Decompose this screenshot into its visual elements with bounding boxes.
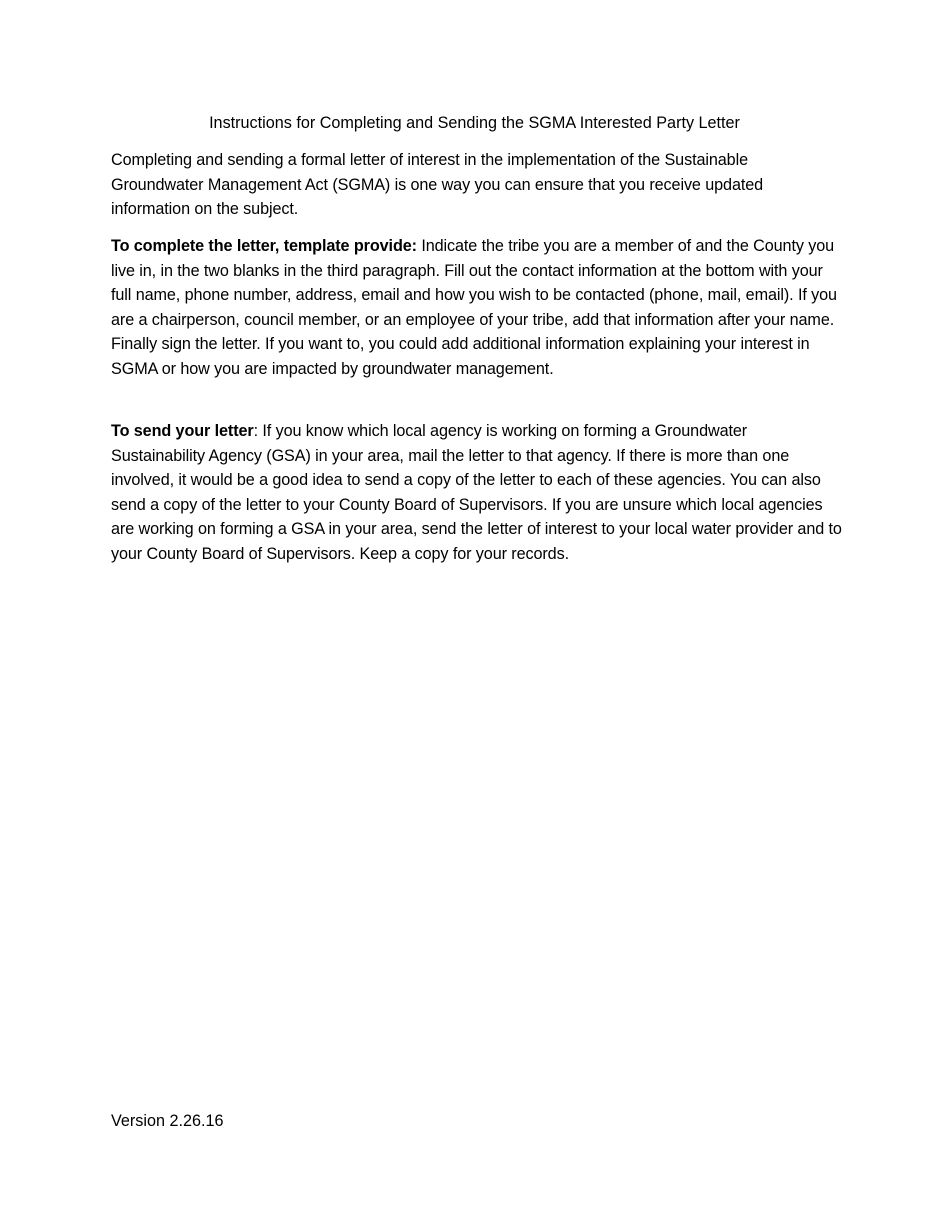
document-title: Instructions for Completing and Sending the SGMA Interested Party Letter	[209, 114, 740, 132]
send-letter-paragraph	[111, 419, 843, 566]
version-label: Version 2.26.16	[111, 1112, 224, 1130]
intro-paragraph: Completing and sending a formal letter of interest in the implementation of the Sustainable Groundwater Management Act (SGMA) is one way you can ensure that you receive updated information on the subject.	[111, 151, 764, 218]
send-letter-heading: To send your letter	[111, 422, 254, 440]
complete-letter-body: Indicate the tribe you are a member of and the County you live in, in the two blanks in the third paragraph. Fill out the contact information at the bottom with your full name, phone number, address, email and how you wish to be contacted (phone, mail, email). If you are a chairperson, council member, or an employee of your tribe, add that information after your name. Finally sign the letter. If you want to, you could add additional information explaining your interest in SGMA or how you are impacted by groundwater management.	[111, 237, 837, 378]
complete-letter-heading: To complete the letter, template provide:	[111, 237, 417, 255]
complete-letter-paragraph	[111, 234, 843, 381]
send-letter-body: : If you know which local agency is working on forming a Groundwater Sustainability Agency (GSA) in your area, mail the letter to that agency. If there is more than one involved, it would be a good idea to send a copy of the letter to each of these agencies. You can also send a copy of the letter to your County Board of Supervisors. If you are unsure which local agencies are working on forming a GSA in your area, send the letter of interest to your local water provider and to your County Board of Supervisors. Keep a copy for your records.	[111, 422, 842, 563]
